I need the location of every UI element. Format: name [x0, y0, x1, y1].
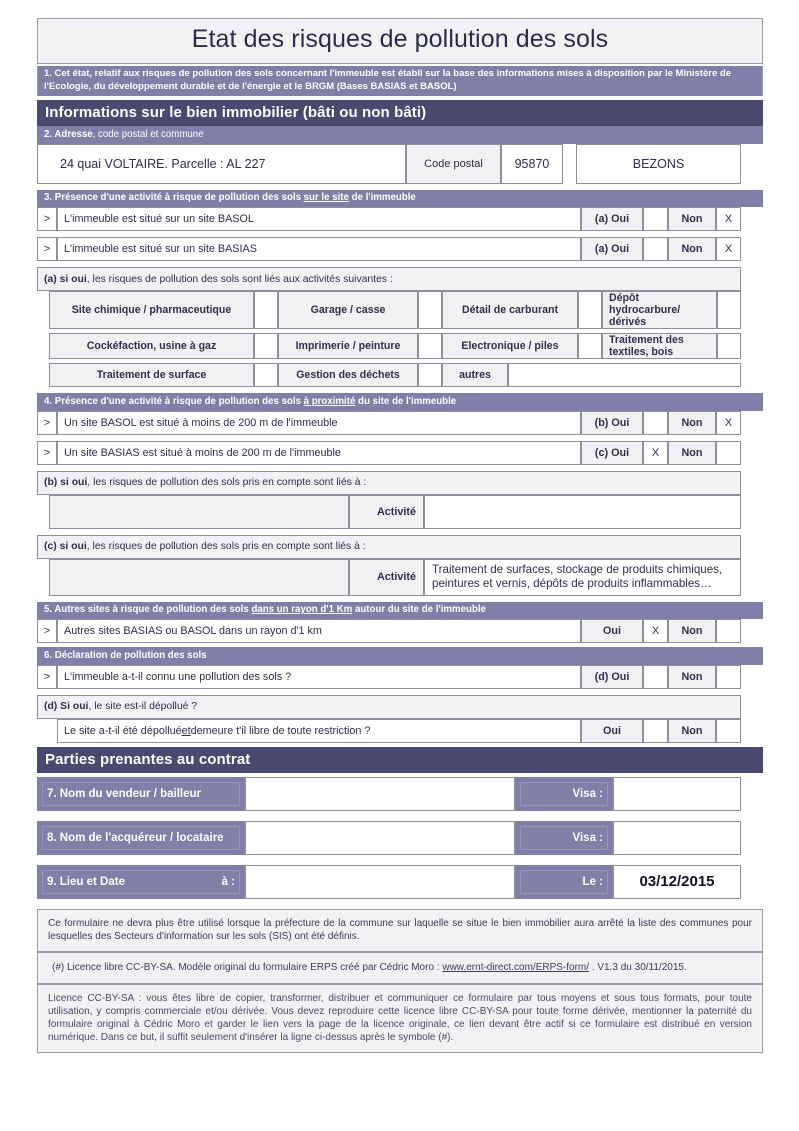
oui-checkbox[interactable] [643, 719, 668, 743]
oui-checkbox[interactable] [643, 411, 668, 435]
activite-input[interactable] [424, 495, 741, 529]
spacer [37, 899, 763, 909]
lieu-a-label: à : [221, 875, 235, 888]
footer-note-licence-line [37, 952, 763, 984]
section-b-prefix: (b) si oui [44, 477, 88, 489]
section4-heading-underline: à proximité [303, 395, 356, 407]
subheading-section5 [37, 602, 763, 620]
licence-text-b: . V1.3 du 30/11/2015. [589, 961, 687, 973]
activity-checkbox[interactable] [254, 363, 278, 387]
depollue-text-a: Le site a-t-il été dépollué [64, 724, 182, 737]
intro-paragraph: 1. Cet état, relatif aux risques de pollution des sols concernant l'immeuble est établi sur la base des informations mises à disposition par le Ministère de l'Ecologie, du développement durable et de l'énergie et le BRGM (Bases BASIAS et BASOL) [37, 66, 763, 96]
lieu-date-label [37, 865, 245, 899]
question-text: Un site BASOL est situé à moins de 200 m de l'immeuble [57, 411, 581, 435]
non-checkbox[interactable] [716, 441, 741, 465]
non-label: Non [668, 665, 716, 689]
row-tail [741, 237, 763, 261]
vendeur-visa-label [515, 777, 613, 811]
question-text-depollue [57, 719, 581, 743]
section-b-rest: , les risques de pollution des sols pris en compte sont liés à : [87, 477, 367, 489]
non-label: Non [668, 207, 716, 231]
grid-pad [37, 291, 49, 329]
activity-label: Cockéfaction, usine à gaz [49, 333, 254, 359]
activite-input[interactable]: Traitement de surfaces, stockage de produits chimiques, peintures et vernis, dépôts de produits inflammables… [424, 559, 741, 596]
activity-label: Dépôt hydrocarbure/ dérivés [602, 291, 717, 329]
oui-checkbox[interactable] [643, 207, 668, 231]
footer-note-validity: Ce formulaire ne devra plus être utilisé lorsque la préfecture de la commune sur laquelle se situe le bien immobilier aura arrêté la liste des communes pour lesquelles des Secteurs d'information sur les sols (SIS) ont été définis. [37, 909, 763, 952]
acquereur-label [37, 821, 245, 855]
activity-label: Imprimerie / peinture [278, 333, 418, 359]
document-title-bar [37, 18, 763, 64]
vendeur-visa-label-text: Visa : [572, 787, 603, 800]
row-arrow: > [37, 619, 57, 643]
oui-label: (a) Oui [581, 207, 643, 231]
activity-checkbox[interactable] [578, 291, 602, 329]
row-tail [741, 333, 763, 359]
row-tail [741, 291, 763, 329]
activity-checkbox[interactable] [254, 333, 278, 359]
oui-checkbox[interactable] [643, 665, 668, 689]
subheading-section3 [37, 190, 763, 208]
non-checkbox[interactable]: X [716, 207, 741, 231]
section5-heading-start: 5. Autres sites à risque de pollution des sols [44, 604, 252, 616]
subheading-section6: 6. Déclaration de pollution des sols [37, 647, 763, 665]
row-tail [741, 267, 763, 291]
subheading-adresse [37, 126, 763, 144]
section-b-header [37, 471, 741, 495]
oui-label: (c) Oui [581, 441, 643, 465]
row-arrow: > [37, 411, 57, 435]
row-tail [741, 865, 763, 899]
vendeur-row [37, 777, 763, 811]
section-a-prefix: (a) si oui [44, 273, 87, 285]
non-label: Non [668, 237, 716, 261]
activity-label: Garage / casse [278, 291, 418, 329]
oui-label: (d) Oui [581, 665, 643, 689]
lieu-date-row [37, 865, 763, 899]
row-tail [741, 207, 763, 231]
row-tail [741, 695, 763, 719]
activity-checkbox[interactable] [717, 333, 741, 359]
row-pad [37, 559, 49, 596]
code-postal-input[interactable]: 95870 [501, 144, 563, 184]
acquereur-label-text: 8. Nom de l'acquéreur / locataire [47, 831, 224, 844]
oui-label: (b) Oui [581, 411, 643, 435]
section5-heading-underline: dans un rayon d'1 Km [251, 604, 353, 616]
section-heading-parties: Parties prenantes au contrat [37, 747, 763, 773]
table-row [37, 441, 763, 465]
non-checkbox[interactable] [716, 665, 741, 689]
activity-checkbox[interactable] [717, 291, 741, 329]
activity-checkbox[interactable] [578, 333, 602, 359]
row-tail [741, 559, 763, 596]
non-checkbox[interactable]: X [716, 411, 741, 435]
row-tail [741, 144, 763, 184]
section-d-prefix: (d) Si oui [44, 701, 89, 713]
section-d-header-row [37, 695, 763, 719]
activity-label: Site chimique / pharmaceutique [49, 291, 254, 329]
activity-checkbox[interactable] [418, 333, 442, 359]
activite-b-row [37, 495, 763, 529]
table-row [37, 411, 763, 435]
activity-grid-row-last [37, 363, 763, 387]
table-row [37, 237, 763, 261]
row-tail [741, 665, 763, 689]
row-tail [741, 471, 763, 495]
oui-label: Oui [581, 619, 643, 643]
row-pad [37, 495, 49, 529]
activity-label: Traitement de surface [49, 363, 254, 387]
section-c-prefix: (c) si oui [44, 541, 87, 553]
acquereur-visa-input[interactable] [613, 821, 741, 855]
activity-checkbox[interactable] [418, 291, 442, 329]
section-c-rest: , les risques de pollution des sols pris en compte sont liés à : [86, 541, 366, 553]
activity-grid-row [37, 291, 763, 329]
row-tail [741, 441, 763, 465]
lieu-input[interactable] [245, 865, 515, 899]
form-document [37, 18, 763, 1053]
activity-label-autres: autres [442, 363, 508, 387]
row-tail [741, 821, 763, 855]
table-row [37, 207, 763, 231]
adresse-label-rest: , code postal et commune [92, 128, 204, 140]
adresse-label-num: 2. Adresse [44, 128, 93, 140]
acquereur-visa-label-text: Visa : [572, 831, 603, 844]
licence-text-a: (#) Licence libre CC-BY-SA. Modèle original du formulaire ERPS créé par Cédric Moro : [52, 961, 443, 973]
activity-grid-row [37, 333, 763, 359]
le-label [515, 865, 613, 899]
autres-input[interactable] [508, 363, 741, 387]
vendeur-visa-input[interactable] [613, 777, 741, 811]
address-input[interactable]: 24 quai VOLTAIRE. Parcelle : AL 227 [37, 144, 406, 184]
section-a-header [37, 267, 741, 291]
grid-pad [37, 333, 49, 359]
commune-input[interactable]: BEZONS [576, 144, 741, 184]
oui-checkbox[interactable]: X [643, 619, 668, 643]
oui-label: Oui [581, 719, 643, 743]
section-b-header-row [37, 471, 763, 495]
question-text: L'immeuble est situé sur un site BASOL [57, 207, 581, 231]
row-tail [741, 363, 763, 387]
section4-heading-start: 4. Présence d'une activité à risque de pollution des sols [44, 395, 304, 407]
depollue-text-b: demeure t'il libre de toute restriction ? [190, 724, 371, 737]
section4-heading-end: du site de l'immeuble [355, 395, 457, 407]
section-heading-bien: Informations sur le bien immobilier (bâti ou non bâti) [37, 100, 763, 126]
question-text: Autres sites BASIAS ou BASOL dans un rayon d'1 km [57, 619, 581, 643]
row-tail [741, 619, 763, 643]
section3-heading-underline: sur le site [303, 192, 349, 204]
vendeur-label-text: 7. Nom du vendeur / bailleur [47, 787, 202, 800]
section-a-header-row [37, 267, 763, 291]
activity-checkbox[interactable] [254, 291, 278, 329]
row-arrow: > [37, 665, 57, 689]
activite-label: Activité [349, 495, 424, 529]
spacer [37, 855, 763, 865]
question-text: L'immeuble est situé sur un site BASIAS [57, 237, 581, 261]
row-arrow: > [37, 207, 57, 231]
vendeur-input[interactable] [245, 777, 515, 811]
row-tail [741, 495, 763, 529]
table-row [37, 719, 763, 743]
section5-heading-end: autour du site de l'immeuble [352, 604, 486, 616]
grid-pad [37, 363, 49, 387]
non-checkbox[interactable] [716, 719, 741, 743]
activity-label: Gestion des déchets [278, 363, 418, 387]
row-tail [741, 777, 763, 811]
vendeur-label [37, 777, 245, 811]
date-input[interactable]: 03/12/2015 [613, 865, 741, 899]
row-tail [741, 535, 763, 559]
oui-label: (a) Oui [581, 237, 643, 261]
section-d-header [37, 695, 741, 719]
row-arrow: > [37, 237, 57, 261]
section-c-header-row [37, 535, 763, 559]
row-tail [741, 719, 763, 743]
non-label: Non [668, 411, 716, 435]
section-a-rest: , les risques de pollution des sols sont liés aux activités suivantes : [86, 273, 393, 285]
lieu-date-label-text: 9. Lieu et Date [47, 875, 125, 888]
non-checkbox[interactable] [716, 619, 741, 643]
spacer [37, 811, 763, 821]
section3-heading-end: de l'immeuble [348, 192, 416, 204]
address-spacer [563, 144, 576, 184]
activity-label: Traitement des textiles, bois [602, 333, 717, 359]
table-row [37, 619, 763, 643]
activity-label: Electronique / piles [442, 333, 578, 359]
subheading-section4 [37, 393, 763, 411]
acquereur-visa-label [515, 821, 613, 855]
oui-checkbox[interactable] [643, 237, 668, 261]
activite-label: Activité [349, 559, 424, 596]
oui-checkbox[interactable]: X [643, 441, 668, 465]
acquereur-input[interactable] [245, 821, 515, 855]
activity-checkbox[interactable] [418, 363, 442, 387]
section-d-rest: , le site est-il dépollué ? [88, 701, 198, 713]
address-row [37, 144, 763, 184]
activite-blank [49, 495, 349, 529]
footer-note-licence-body: Licence CC-BY-SA : vous êtes libre de copier, transformer, distribuer et communiquer ce formulaire par tous moyens et sous tous formats, pour toute utilisation, y compris commerciale et/ou dérivée. Vous devez reproduire cette licence libre CC-BY-SA pour toute forme dérivée, mentionner la paternité du formulaire original à Cédric Moro et garder le lien vers la page de la licence originale, ce lien devant être actif si ce formulaire est distribué en version numérique. Dans ce but, il suffit seulement d'insérer la ligne ci-dessus après le symbole (#). [37, 984, 763, 1053]
question-text: L'immeuble a-t-il connu une pollution des sols ? [57, 665, 581, 689]
row-pad [37, 719, 57, 743]
activite-c-row [37, 559, 763, 596]
activity-label: Détail de carburant [442, 291, 578, 329]
non-label: Non [668, 441, 716, 465]
non-label: Non [668, 619, 716, 643]
non-checkbox[interactable]: X [716, 237, 741, 261]
row-arrow: > [37, 441, 57, 465]
acquereur-row [37, 821, 763, 855]
section-c-header [37, 535, 741, 559]
le-label-text: Le : [582, 875, 603, 888]
non-label: Non [668, 719, 716, 743]
depollue-text-underline: et [181, 724, 191, 737]
code-postal-label: Code postal [406, 144, 501, 184]
row-tail [741, 411, 763, 435]
activite-blank [49, 559, 349, 596]
section3-heading-start: 3. Présence d'une activité à risque de pollution des sols [44, 192, 304, 204]
erps-form-link[interactable]: www.ernt-direct.com/ERPS-form/ [442, 961, 590, 973]
question-text: Un site BASIAS est situé à moins de 200 m de l'immeuble [57, 441, 581, 465]
table-row [37, 665, 763, 689]
page-title: Etat des risques de pollution des sols [191, 25, 609, 53]
